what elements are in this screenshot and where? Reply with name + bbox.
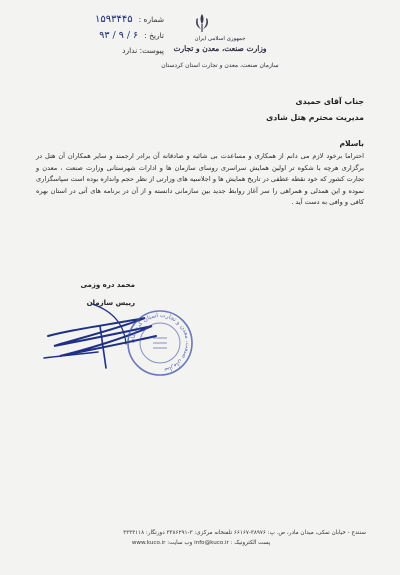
letter-footer bbox=[36, 528, 366, 548]
number-row bbox=[44, 14, 164, 30]
recipient-name: جناب آقای حمیدی bbox=[295, 97, 364, 106]
letter-body: احتراما برخود لازم می دانم از همکاری و مساعدت بی شائبه و صادقانه آن برادر ارجمند و سایر همکاران آن هتل در برگزاری هرچه با شکوه تر اولین همایش سراسری روسای سازمان ها و ادارات شهرستانی وزارت صنعت ، معدن و تجارت کشور که خود نقطه عطفی در تاریخ همایش ها و اجلاسیه های وزارتی از نظر حجم وانداره بوده است سپاسگزاری نموده و این همدلی و همراهی را سر آغاز روابط جدید بین سازمانی دانسته و از آن در برنامه های آتی در استان بهره کافی و وافی به دست آید . bbox=[36, 152, 364, 207]
date-row bbox=[44, 30, 164, 46]
number-label: شماره : bbox=[138, 15, 164, 24]
letter-metadata bbox=[44, 14, 164, 62]
salutation: باسلام bbox=[339, 139, 364, 148]
letterhead bbox=[150, 36, 290, 69]
signer-name: محمد دره وزمی bbox=[80, 281, 135, 289]
iran-emblem-icon bbox=[193, 12, 211, 34]
footer-contact: پست الکترونیک : info@kuco.ir وب سایت: www.kuco.ir bbox=[131, 540, 271, 546]
recipient-title: مدیریت محترم هتل شادی bbox=[266, 113, 364, 122]
letterhead-ministry: وزارت صنعت، معدن و تجارت bbox=[173, 44, 267, 53]
letterhead-country: جمهوری اسلامی ایران bbox=[194, 36, 246, 42]
letterhead-organization: سازمان صنعت، معدن و تجارت استان کردستان bbox=[161, 62, 279, 69]
attachment-label: پیوست: ندارد bbox=[122, 46, 164, 55]
number-value: ۱۵۹۳۴۴۵ bbox=[95, 14, 133, 25]
official-stamp bbox=[125, 308, 195, 378]
signer-title: رییس سازمان bbox=[86, 299, 135, 307]
date-label: تاریخ : bbox=[144, 31, 164, 40]
attachment-row bbox=[44, 46, 164, 62]
date-value: ۹۳ / ۹ / ۶ bbox=[99, 30, 139, 41]
stamp-text: سازمان صنعت، معدن و تجارت استان کردستان bbox=[128, 311, 192, 374]
footer-address: سنندج - خیابان تمکی، میدان مادر، ص. پ: ۳۸۹۷۶-۶۶۱۶۷ تلفنخانه مرکزی: ۳-۳۳۸۶۲۹۱ دورنگار: ۳۳۳۳۱۱۸ bbox=[123, 530, 366, 536]
